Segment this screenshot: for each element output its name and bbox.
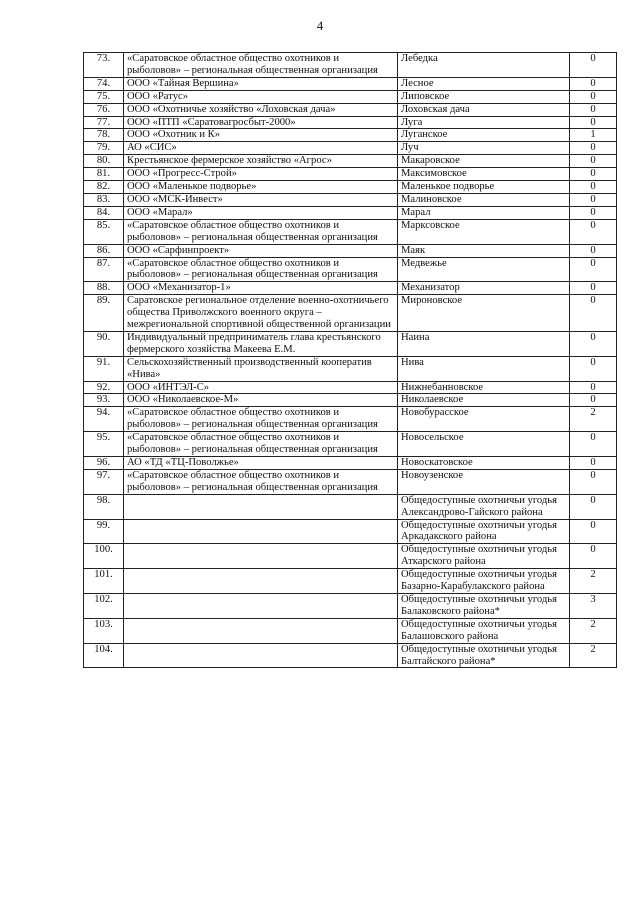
organization-cell: «Саратовское областное общество охотников и рыболовов» – региональная общественная организация: [124, 469, 398, 494]
table-row: [84, 295, 617, 332]
organization-cell: [124, 593, 398, 618]
organization-cell: Сельскохозяйственный производственный кооператив «Нива»: [124, 356, 398, 381]
row-number-cell: 94.: [84, 407, 124, 432]
row-number-cell: 102.: [84, 593, 124, 618]
row-number-cell: 91.: [84, 356, 124, 381]
table-row: [84, 282, 617, 295]
hunting-area-cell: Марал: [398, 206, 570, 219]
value-cell: 2: [570, 618, 617, 643]
row-number-cell: 104.: [84, 643, 124, 668]
hunting-area-cell: Марксовское: [398, 219, 570, 244]
organization-cell: [124, 519, 398, 544]
value-cell: 0: [570, 331, 617, 356]
table-row: [84, 77, 617, 90]
organization-cell: «Саратовское областное общество охотников и рыболовов» – региональная общественная организация: [124, 407, 398, 432]
row-number-cell: 79.: [84, 142, 124, 155]
hunting-area-cell: Общедоступные охотничьи угодья Балашовского района: [398, 618, 570, 643]
row-number-cell: 87.: [84, 257, 124, 282]
row-number-cell: 84.: [84, 206, 124, 219]
organization-cell: [124, 544, 398, 569]
hunting-area-cell: Общедоступные охотничьи угодья Аркадакского района: [398, 519, 570, 544]
table-row: [84, 142, 617, 155]
hunting-area-cell: Лоховская дача: [398, 103, 570, 116]
table-row: [84, 206, 617, 219]
hunting-area-cell: Луга: [398, 116, 570, 129]
hunting-area-cell: Лесное: [398, 77, 570, 90]
organization-cell: Индивидуальный предприниматель глава крестьянского фермерского хозяйства Макеева Е.М.: [124, 331, 398, 356]
row-number-cell: 78.: [84, 129, 124, 142]
row-number-cell: 100.: [84, 544, 124, 569]
table-row: [84, 116, 617, 129]
row-number-cell: 92.: [84, 381, 124, 394]
value-cell: 0: [570, 90, 617, 103]
table-row: [84, 593, 617, 618]
organization-cell: ООО «МСК-Инвест»: [124, 193, 398, 206]
hunting-area-cell: Новоскатовское: [398, 457, 570, 470]
hunting-area-cell: Малиновское: [398, 193, 570, 206]
value-cell: 0: [570, 469, 617, 494]
row-number-cell: 86.: [84, 244, 124, 257]
table-row: [84, 519, 617, 544]
row-number-cell: 76.: [84, 103, 124, 116]
value-cell: 0: [570, 394, 617, 407]
row-number-cell: 75.: [84, 90, 124, 103]
table-row: [84, 244, 617, 257]
organization-cell: «Саратовское областное общество охотников и рыболовов» – региональная общественная организация: [124, 53, 398, 78]
table-row: [84, 257, 617, 282]
value-cell: 1: [570, 129, 617, 142]
value-cell: 0: [570, 168, 617, 181]
organization-cell: [124, 569, 398, 594]
page-number: 4: [316, 18, 324, 33]
table-row: [84, 569, 617, 594]
value-cell: 0: [570, 181, 617, 194]
hunting-area-cell: Механизатор: [398, 282, 570, 295]
value-cell: 0: [570, 519, 617, 544]
organization-cell: [124, 494, 398, 519]
hunting-area-cell: Новосельское: [398, 432, 570, 457]
organization-cell: ООО «Николаевское-М»: [124, 394, 398, 407]
hunting-area-cell: Нива: [398, 356, 570, 381]
row-number-cell: 83.: [84, 193, 124, 206]
table-row: [84, 331, 617, 356]
value-cell: 0: [570, 155, 617, 168]
table-row: [84, 457, 617, 470]
hunting-area-cell: Нижнебанновское: [398, 381, 570, 394]
table-row: [84, 469, 617, 494]
hunting-area-cell: Общедоступные охотничьи угодья Аткарского района: [398, 544, 570, 569]
table-row: [84, 181, 617, 194]
value-cell: 0: [570, 282, 617, 295]
organization-cell: АО «СИС»: [124, 142, 398, 155]
hunting-area-cell: Липовское: [398, 90, 570, 103]
row-number-cell: 74.: [84, 77, 124, 90]
table-row: [84, 155, 617, 168]
hunting-area-cell: Общедоступные охотничьи угодья Александрово-Гайского района: [398, 494, 570, 519]
value-cell: 0: [570, 193, 617, 206]
hunting-area-cell: Николаевское: [398, 394, 570, 407]
table-row: [84, 129, 617, 142]
organization-cell: ООО «Механизатор-1»: [124, 282, 398, 295]
table-row: [84, 219, 617, 244]
row-number-cell: 73.: [84, 53, 124, 78]
organization-cell: «Саратовское областное общество охотников и рыболовов» – региональная общественная организация: [124, 432, 398, 457]
hunting-area-cell: Луганское: [398, 129, 570, 142]
organization-cell: АО «ТД «ТЦ-Поволжье»: [124, 457, 398, 470]
value-cell: 0: [570, 544, 617, 569]
organization-cell: [124, 618, 398, 643]
value-cell: 3: [570, 593, 617, 618]
value-cell: 0: [570, 295, 617, 332]
hunting-area-cell: Медвежье: [398, 257, 570, 282]
row-number-cell: 82.: [84, 181, 124, 194]
value-cell: 0: [570, 142, 617, 155]
row-number-cell: 97.: [84, 469, 124, 494]
row-number-cell: 93.: [84, 394, 124, 407]
row-number-cell: 80.: [84, 155, 124, 168]
organization-cell: ООО «Ратус»: [124, 90, 398, 103]
row-number-cell: 81.: [84, 168, 124, 181]
hunting-area-cell: Маленькое подворье: [398, 181, 570, 194]
row-number-cell: 99.: [84, 519, 124, 544]
organization-cell: ООО «ИНТЭЛ-С»: [124, 381, 398, 394]
organization-cell: Крестьянское фермерское хозяйство «Агрос»: [124, 155, 398, 168]
organization-cell: ООО «Марал»: [124, 206, 398, 219]
row-number-cell: 88.: [84, 282, 124, 295]
organization-cell: [124, 643, 398, 668]
organization-cell: ООО «Охотник и К»: [124, 129, 398, 142]
row-number-cell: 98.: [84, 494, 124, 519]
table-row: [84, 407, 617, 432]
row-number-cell: 95.: [84, 432, 124, 457]
hunting-area-cell: Новоузенское: [398, 469, 570, 494]
value-cell: 0: [570, 494, 617, 519]
hunting-area-cell: Луч: [398, 142, 570, 155]
row-number-cell: 103.: [84, 618, 124, 643]
value-cell: 0: [570, 432, 617, 457]
row-number-cell: 85.: [84, 219, 124, 244]
table-row: [84, 394, 617, 407]
value-cell: 0: [570, 457, 617, 470]
organization-cell: Саратовское региональное отделение военно-охотничьего общества Приволжского военного округа – межрегиональной спортивной общественной организации: [124, 295, 398, 332]
value-cell: 0: [570, 219, 617, 244]
hunting-area-cell: Максимовское: [398, 168, 570, 181]
table-row: [84, 193, 617, 206]
hunting-area-cell: Общедоступные охотничьи угодья Балтайского района*: [398, 643, 570, 668]
value-cell: 0: [570, 103, 617, 116]
table-row: [84, 432, 617, 457]
value-cell: 0: [570, 257, 617, 282]
value-cell: 0: [570, 53, 617, 78]
organization-cell: «Саратовское областное общество охотников и рыболовов» – региональная общественная организация: [124, 219, 398, 244]
organization-cell: ООО «Тайная Вершина»: [124, 77, 398, 90]
value-cell: 0: [570, 77, 617, 90]
hunting-grounds-table: [83, 52, 617, 668]
organization-cell: ООО «Маленькое подворье»: [124, 181, 398, 194]
table-row: [84, 381, 617, 394]
table-row: [84, 618, 617, 643]
table-row: [84, 53, 617, 78]
row-number-cell: 101.: [84, 569, 124, 594]
table-body: [84, 53, 617, 668]
row-number-cell: 90.: [84, 331, 124, 356]
table-row: [84, 90, 617, 103]
hunting-area-cell: Наина: [398, 331, 570, 356]
row-number-cell: 96.: [84, 457, 124, 470]
table-row: [84, 103, 617, 116]
row-number-cell: 89.: [84, 295, 124, 332]
hunting-area-cell: Мироновское: [398, 295, 570, 332]
organization-cell: ООО «Охотничье хозяйство «Лоховская дача»: [124, 103, 398, 116]
hunting-area-cell: Лебедка: [398, 53, 570, 78]
row-number-cell: 77.: [84, 116, 124, 129]
value-cell: 0: [570, 381, 617, 394]
table-row: [84, 643, 617, 668]
hunting-area-cell: Макаровское: [398, 155, 570, 168]
value-cell: 2: [570, 569, 617, 594]
hunting-area-cell: Общедоступные охотничьи угодья Базарно-Карабулакского района: [398, 569, 570, 594]
organization-cell: ООО «ПТП «Саратовагросбыт-2000»: [124, 116, 398, 129]
organization-cell: ООО «Прогресс-Строй»: [124, 168, 398, 181]
value-cell: 2: [570, 643, 617, 668]
table-row: [84, 494, 617, 519]
value-cell: 2: [570, 407, 617, 432]
table-row: [84, 544, 617, 569]
table-row: [84, 168, 617, 181]
organization-cell: «Саратовское областное общество охотников и рыболовов» – региональная общественная организация: [124, 257, 398, 282]
organization-cell: ООО «Сарфинпроект»: [124, 244, 398, 257]
hunting-area-cell: Общедоступные охотничьи угодья Балаковского района*: [398, 593, 570, 618]
hunting-area-cell: Новобурасское: [398, 407, 570, 432]
value-cell: 0: [570, 244, 617, 257]
table-row: [84, 356, 617, 381]
value-cell: 0: [570, 116, 617, 129]
value-cell: 0: [570, 206, 617, 219]
value-cell: 0: [570, 356, 617, 381]
hunting-area-cell: Маяк: [398, 244, 570, 257]
